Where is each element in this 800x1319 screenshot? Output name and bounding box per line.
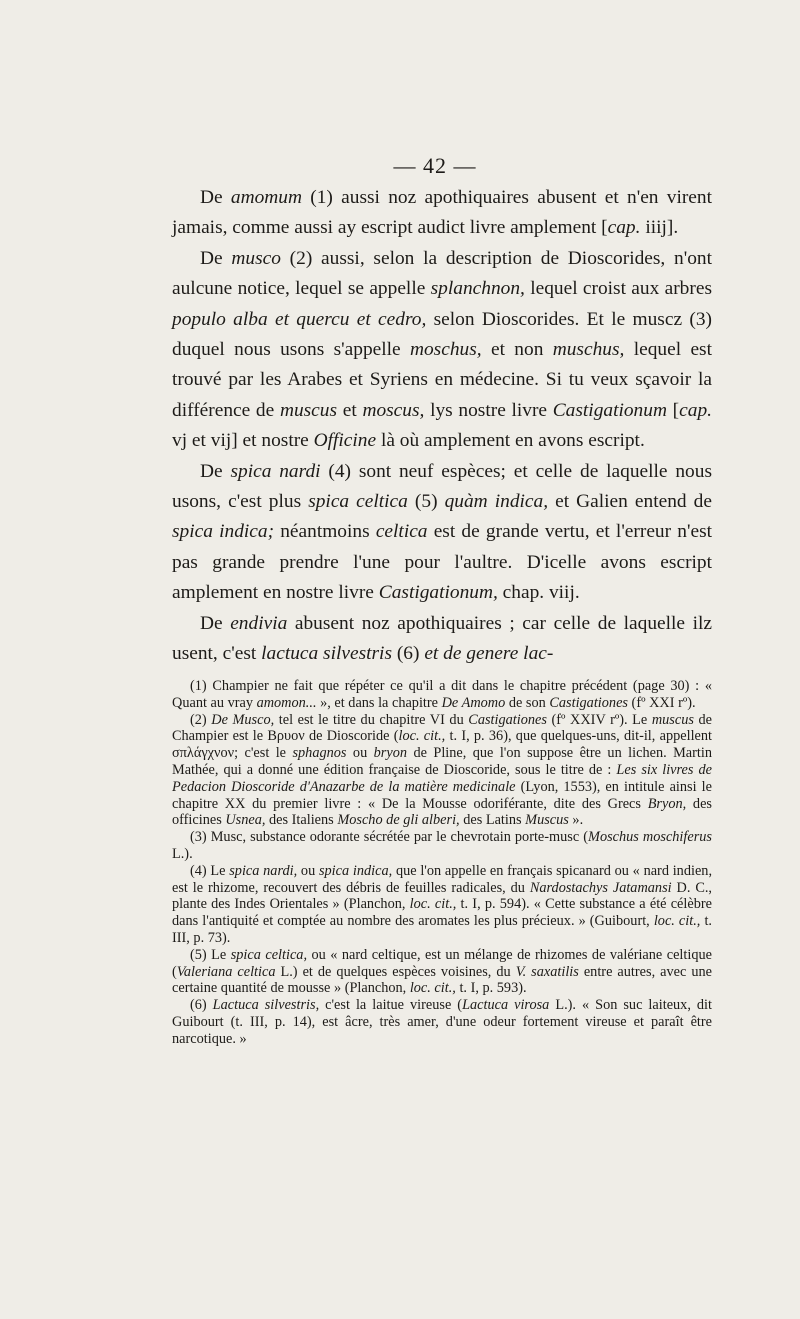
italic-run: Muscus (525, 812, 569, 829)
italic-run: Moscho de gli alberi, (337, 812, 460, 829)
italic-run: spica nardi (230, 460, 321, 482)
text-run: (2) aussi, selon la description de Dioscorides, n'ont aulcune notice, lequel se appelle (172, 247, 712, 300)
italic-run: Valeriana celtica (176, 963, 276, 980)
italic-run: spica nardi, (229, 862, 298, 879)
text-run: de Champier est le Βρυον de Dioscoride ( (172, 711, 713, 745)
text-run: (1) aussi noz apothiquaires abusent et n'en virent jamais, comme aussi ay escript audict livre amplement [ (172, 187, 712, 239)
italic-run: celtica (375, 521, 428, 543)
text-run: ou (346, 745, 374, 762)
text-run: lequel est trouvé par les Arabes et Syriens en médecine. Si tu veux sçavoir la différence de (172, 339, 712, 421)
paragraph (172, 183, 712, 244)
text-run: (5) Le (190, 946, 231, 963)
italic-run: De Musco, (211, 711, 275, 728)
italic-run: moscus, (362, 399, 425, 421)
text-run: t. III, p. 73). (172, 913, 712, 946)
text-run: De (200, 247, 232, 269)
text-run: (6) (190, 997, 213, 1014)
italic-run: muschus, (552, 339, 625, 361)
text-run: De (200, 460, 231, 482)
text-run: (5) (407, 491, 445, 513)
italic-run: Lactuca virosa (462, 997, 550, 1014)
italic-run: Castigationes (468, 711, 547, 728)
text-run: selon Dioscorides. Et le muscz (3) duquel nous usons s'appelle (172, 308, 712, 361)
italic-run: muscus (279, 399, 338, 421)
text-run: vj et vij] et nostre (172, 430, 314, 452)
text-run: D. C., plante des Indes Orientales » (Planchon, (172, 879, 713, 913)
italic-run: De Amomo (441, 694, 506, 711)
italic-run: loc. cit., (398, 728, 446, 745)
text-run: lys nostre livre (424, 399, 553, 421)
italic-run: populo alba et quercu et cedro, (172, 308, 427, 330)
italic-run: loc. cit., (409, 980, 456, 997)
text-run: (Lyon, 1553), en intitule ainsi le chapitre XX du premier livre : « De la Mousse odoriférante, dite des Grecs (172, 778, 712, 812)
text-run: t. I, p. 594). « Cette substance a été célèbre dans l'antiquité et comptée au nombre des aromates les plus précieux. » (Guibourt, (172, 896, 712, 930)
italic-run: V. saxatilis (515, 963, 579, 980)
italic-run: loc. cit., (653, 913, 701, 930)
text-run: c'est la laitue vireuse ( (319, 997, 463, 1014)
text-run: ou (297, 862, 319, 879)
italic-run: quàm indica, (444, 491, 549, 513)
footnote (172, 997, 712, 1047)
text-run: », et dans la chapitre (316, 694, 442, 711)
text-run: tel est le titre du chapitre VI du (274, 711, 469, 728)
text-run: (4) Le (190, 862, 230, 879)
italic-run: et de genere lac- (424, 643, 554, 665)
italic-run: Moschus moschiferus (588, 829, 713, 846)
text-run: (6) (392, 643, 425, 665)
text-run: [ (666, 399, 680, 421)
text-run: (fº XXIV rº). Le (546, 711, 652, 728)
italic-run: loc. cit., (409, 896, 457, 913)
text-run: L.). « Son suc laiteux, dit Guibourt (t. III, p. 14), est âcre, très amer, d'une odeur fortement vireuse et paraît être narcotique. » (172, 997, 712, 1047)
italic-run: Castigationum (552, 399, 667, 421)
text-run: De (200, 612, 231, 634)
text-run: lequel croist aux arbres (524, 278, 712, 300)
text-run: néantmoins (274, 521, 376, 543)
italic-run: endivia (230, 612, 288, 634)
text-run: (fº XXI rº). (627, 694, 696, 711)
page-number: — 42 — (393, 153, 477, 178)
footnote (172, 678, 712, 712)
paragraph (172, 244, 712, 457)
italic-run: amomon... (256, 694, 317, 711)
text-run: (2) (190, 711, 212, 728)
text-run: des officines (172, 795, 712, 829)
italic-run: sphagnos (292, 745, 347, 762)
text-run: (4) sont neuf espèces; et celle de laquelle nous usons, c'est plus (172, 460, 712, 513)
main-text (172, 183, 712, 670)
italic-run: moschus, (409, 339, 482, 361)
italic-run: bryon (373, 745, 408, 762)
text-run: de son (505, 694, 550, 711)
text-run: de Pline, que l'on suppose être un lichen. Martin Mathée, qui a donné une édition française de Dioscoride, sous le titre de : (172, 745, 712, 778)
footnote (172, 829, 712, 863)
italic-run: amomum (230, 187, 302, 208)
text-run: des Latins (459, 812, 526, 829)
italic-run: Castigationum, (378, 582, 498, 604)
text-run: iiij]. (640, 217, 679, 239)
italic-run: Castigationes (549, 694, 628, 711)
text-run: t. I, p. 593). (455, 980, 527, 997)
text-run: De (200, 187, 231, 208)
text-run: (3) Musc, substance odorante sécrétée par le chevrotain porte-musc ( (190, 829, 589, 846)
italic-run: Bryon, (647, 795, 687, 812)
italic-run: Nardostachys Jatamansi (529, 879, 672, 896)
italic-run: cap. (607, 217, 641, 239)
text-run: abusent noz apothiquaires ; car celle de laquelle ilz usent, c'est (172, 612, 712, 665)
text-run: chap. viij. (497, 582, 580, 604)
paragraph (172, 457, 712, 609)
footnote (172, 947, 712, 997)
italic-run: Lactuca silvestris, (212, 997, 320, 1014)
text-run: entre autres, avec une certaine quantité de mousse » (Planchon, (172, 963, 712, 997)
text-run: ou « nard celtique, est un mélange de rhizomes de valériane celtique ( (172, 946, 712, 980)
text-run: et Galien entend de (548, 491, 712, 513)
italic-run: splanchnon, (430, 278, 525, 300)
italic-run: spica indica; (172, 521, 275, 543)
italic-run: spica indica, (318, 862, 393, 879)
italic-run: musco (231, 247, 281, 269)
italic-run: cap. (679, 399, 712, 421)
text-run: là où amplement en avons escript. (376, 430, 645, 452)
text-run: et non (481, 339, 553, 361)
text-run: que l'on appelle en français spicanard ou « nard indien, est le rhizome, recouvert des débris de feuilles radicales, du (172, 862, 713, 896)
text-run: L.) et de quelques espèces voisines, du (275, 963, 516, 980)
italic-run: muscus (651, 711, 694, 728)
italic-run: Usnea, (225, 812, 266, 829)
text-run: et (337, 399, 363, 421)
text-run: ». (568, 812, 584, 829)
text-run: t. I, p. 36), que quelques-uns, dit-il, appellent σπλάγχνον; c'est le (172, 728, 713, 762)
text-run: des Italiens (265, 812, 338, 829)
italic-run: spica celtica, (230, 946, 308, 963)
paragraph (172, 609, 712, 670)
text-run: L.). (172, 845, 193, 862)
text-run: (1) Champier ne fait que répéter ce qu'il a dit dans le chapitre précédent (page 30) : « Quant au vray (172, 678, 712, 711)
footnote (172, 863, 712, 947)
text-run: est de grande vertu, et l'erreur n'est pas grande prendre l'une pour l'aultre. D'icelle avons escript amplement en nostre livre (172, 521, 713, 604)
italic-run: Les six livres de Pedacion Dioscoride d'Anazarbe de la matière medicinale (172, 761, 712, 795)
italic-run: lactuca silvestris (261, 643, 392, 665)
italic-run: spica celtica (308, 491, 408, 513)
footnotes (172, 678, 712, 1048)
italic-run: Officine (313, 430, 377, 452)
footnote (172, 712, 712, 830)
